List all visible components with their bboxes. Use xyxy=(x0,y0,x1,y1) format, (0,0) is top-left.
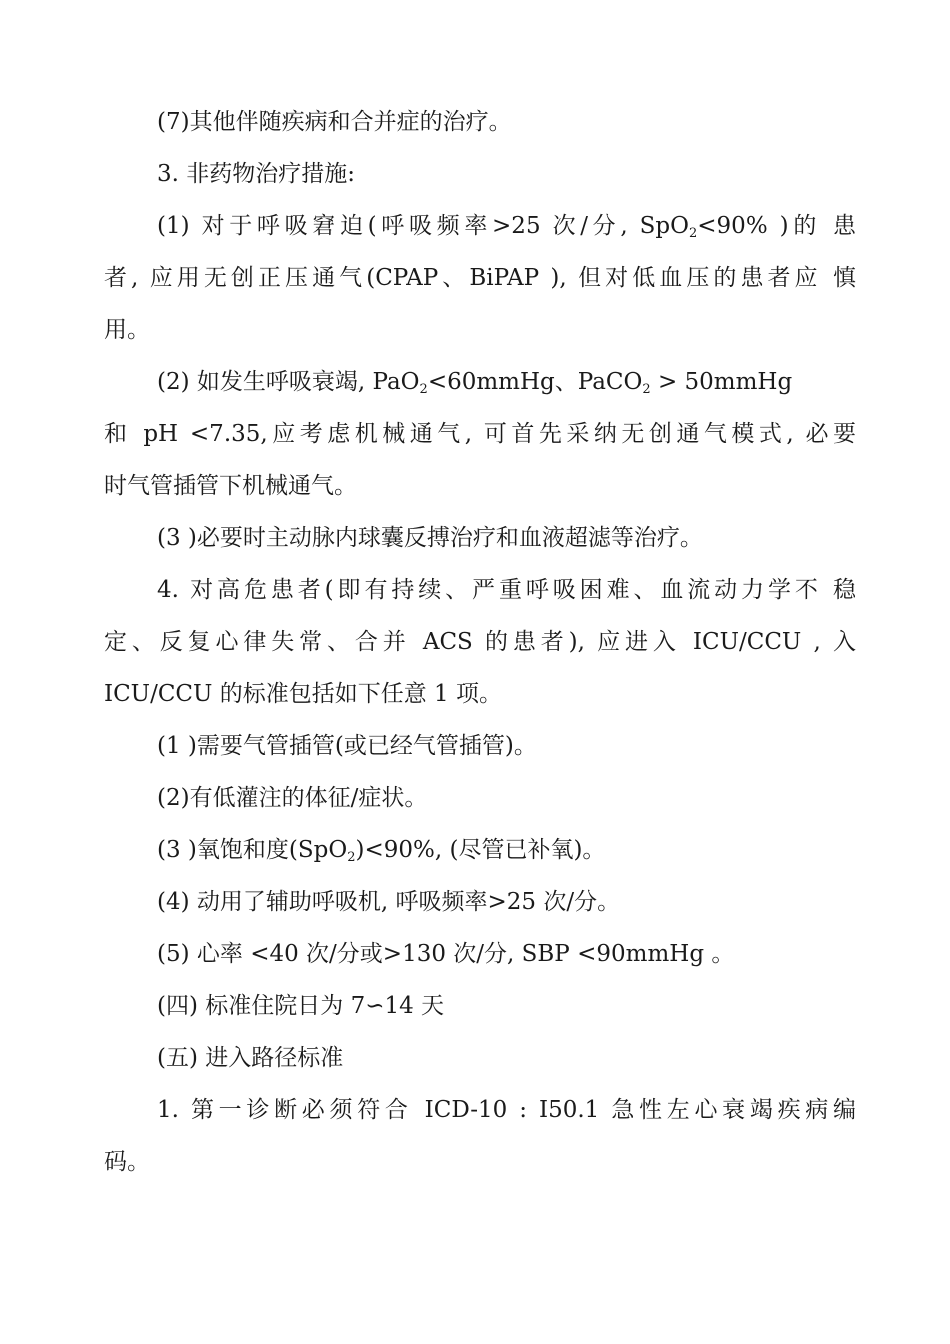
line-text: (7)其他伴随疾病和合并症的治疗。 xyxy=(157,109,512,135)
paragraph-line xyxy=(104,627,856,657)
paragraph-line xyxy=(157,575,856,605)
section-heading xyxy=(157,991,856,1021)
paragraph-line xyxy=(157,1095,856,1125)
line-text: (3 )氧饱和度(SpO xyxy=(157,837,348,863)
line-text: 定、反复心律失常、合并 ACS 的患者), 应进入 ICU/CCU , 入 xyxy=(104,629,856,655)
paragraph-line xyxy=(157,211,856,249)
section-heading xyxy=(157,1043,856,1073)
line-text: 时气管插管下机械通气。 xyxy=(104,473,357,499)
line-text: (2) 如发生呼吸衰竭, PaO xyxy=(157,369,420,395)
line-text: 4. 对高危患者(即有持续、严重呼吸困难、血流动力学不 稳 xyxy=(157,577,856,603)
subscript: 2 xyxy=(347,850,356,865)
list-item xyxy=(157,783,856,813)
line-text: (四) 标准住院日为 7∽14 天 xyxy=(157,993,445,1019)
section-heading xyxy=(157,159,856,189)
paragraph-line xyxy=(104,315,856,345)
list-item xyxy=(157,835,856,873)
line-text: 1. 第一诊断必须符合 ICD-10 : I50.1 急性左心衰竭疾病编 xyxy=(157,1097,856,1123)
line-text: (4) 动用了辅助呼吸机, 呼吸频率>25 次/分。 xyxy=(157,889,621,915)
line-text: <90% )的 患 xyxy=(697,213,856,239)
line-text: (1 )需要气管插管(或已经气管插管)。 xyxy=(157,733,537,759)
paragraph-line xyxy=(157,523,856,553)
subscript: 2 xyxy=(419,382,428,397)
line-text: 和 pH <7.35,应考虑机械通气, 可首先采纳无创通气模式, 必要 xyxy=(104,421,856,447)
line-text: > 50mmHg xyxy=(650,369,793,395)
list-item xyxy=(157,939,856,969)
line-text: )<90%, (尽管已补氧)。 xyxy=(355,837,606,863)
paragraph-line xyxy=(104,679,856,709)
paragraph-line xyxy=(104,263,856,293)
line-text: ICU/CCU 的标准包括如下任意 1 项。 xyxy=(104,681,502,707)
line-text: (5) 心率 <40 次/分或>130 次/分, SBP <90mmHg 。 xyxy=(157,941,735,967)
line-text: (2)有低灌注的体征/症状。 xyxy=(157,785,428,811)
line-text: (3 )必要时主动脉内球囊反搏治疗和血液超滤等治疗。 xyxy=(157,525,703,551)
list-item xyxy=(157,887,856,917)
line-text: 码。 xyxy=(104,1149,150,1175)
line-text: (五) 进入路径标准 xyxy=(157,1045,344,1071)
paragraph-line xyxy=(157,367,856,405)
paragraph-line xyxy=(104,1147,856,1177)
line-text: (1) 对于呼吸窘迫(呼吸频率>25 次/分, SpO xyxy=(157,213,689,239)
line-text: 用。 xyxy=(104,317,150,343)
paragraph-line xyxy=(104,471,856,501)
line-text: 者, 应用无创正压通气(CPAP、BiPAP ), 但对低血压的患者应 慎 xyxy=(104,265,856,291)
line-text: <60mmHg、PaCO xyxy=(427,369,643,395)
subscript: 2 xyxy=(642,382,651,397)
list-item xyxy=(157,731,856,761)
subscript: 2 xyxy=(689,226,698,241)
paragraph-line xyxy=(157,107,856,137)
line-text: 3. 非药物治疗措施: xyxy=(157,161,356,187)
paragraph-line xyxy=(104,419,856,449)
